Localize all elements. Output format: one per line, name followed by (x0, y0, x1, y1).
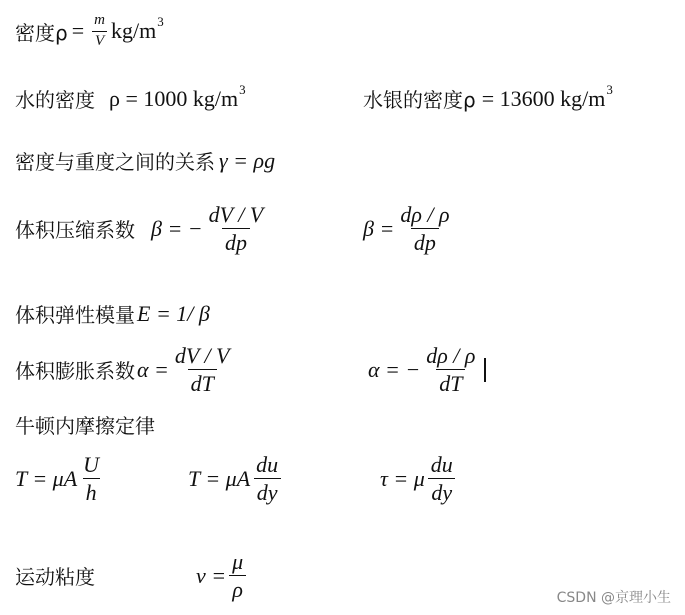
relation-label: 密度与重度之间的关系 (15, 150, 215, 174)
mercury-density-formula: = 13600 kg/m (481, 85, 606, 111)
fraction-numerator: U (83, 452, 100, 477)
compressibility (15, 203, 269, 254)
drho-over-rho-dT-fraction (423, 344, 478, 395)
beta-eq-neg: β = − (151, 215, 203, 241)
nu-eq: ν = (196, 562, 227, 588)
text-cursor (484, 358, 486, 382)
mercury-density-label: 水银的密度ρ (363, 88, 476, 112)
du-over-dy-fraction (253, 453, 281, 504)
fraction-numerator: dρ / ρ (400, 202, 450, 227)
T-eq-muA: T = μA (15, 465, 78, 491)
kinematic-viscosity-label: 运动粘度 (15, 565, 95, 589)
density-unit: kg/m (110, 18, 157, 44)
unit-exponent: 3 (606, 81, 613, 97)
fraction-denominator: h (83, 478, 100, 504)
dV-over-V-dT-fraction (172, 344, 233, 395)
unit-exponent: 3 (157, 14, 164, 30)
dV-over-V-dp-fraction (206, 203, 267, 254)
fraction-denominator: dy (254, 478, 281, 504)
compressibility-density-form (363, 203, 456, 254)
newton-formula-3 (380, 453, 459, 504)
fraction-denominator: dT (188, 369, 217, 395)
fraction-denominator: ρ (229, 575, 246, 601)
compressibility-label: 体积压缩系数 (15, 218, 135, 243)
density-weight-relation (15, 146, 275, 175)
fraction-denominator: dT (436, 369, 465, 395)
relation-formula: γ = ρg (219, 147, 276, 173)
kinematic-viscosity-heading (15, 561, 95, 590)
fraction-denominator: dp (222, 228, 250, 254)
du-over-dy-fraction (428, 453, 456, 504)
newton-law-label: 牛顿内摩擦定律 (15, 414, 155, 438)
bulk-modulus-label: 体积弹性模量 (15, 303, 135, 327)
fraction-numerator: dρ / ρ (426, 343, 476, 368)
bulk-modulus (15, 299, 210, 328)
fraction-numerator: dV / V (174, 343, 230, 368)
thermal-expansion (15, 344, 236, 395)
fraction-numerator: m (94, 12, 105, 28)
tau-eq-mu: τ = μ (380, 465, 425, 491)
fraction-numerator: du (256, 452, 279, 477)
fraction-numerator: dV / V (208, 202, 264, 227)
alpha-eq: α = (137, 356, 169, 382)
mercury-density (363, 81, 613, 113)
drho-over-rho-dp-fraction (397, 203, 452, 254)
water-density-label: 水的密度 (15, 88, 95, 112)
csdn-watermark: CSDN @京理小生 (556, 590, 671, 606)
density-label: 密度ρ (15, 20, 68, 45)
bulk-modulus-formula: E = 1/ β (137, 300, 210, 326)
newton-formula-1 (15, 453, 105, 504)
water-density (15, 81, 246, 113)
water-density-formula: ρ = 1000 kg/m (109, 85, 239, 111)
beta-eq: β = (363, 215, 395, 241)
fraction-denominator: V (92, 31, 107, 50)
equals-sign: = (71, 18, 85, 44)
newton-formula-2 (188, 453, 284, 504)
fraction-denominator: dy (428, 478, 455, 504)
newton-law-heading (15, 410, 155, 439)
fraction-numerator: du (430, 452, 453, 477)
T-eq-muA: T = μA (188, 465, 251, 491)
m-over-V-fraction (91, 13, 108, 50)
unit-exponent: 3 (239, 81, 246, 97)
thermal-expansion-density-form (368, 344, 486, 395)
density-definition (15, 13, 164, 50)
U-over-h-fraction (80, 453, 102, 504)
mu-over-rho-fraction (229, 550, 246, 601)
alpha-eq-neg: α = − (368, 356, 421, 382)
fraction-numerator: μ (232, 549, 244, 574)
thermal-expansion-label: 体积膨胀系数 (15, 359, 135, 384)
fraction-denominator: dp (411, 228, 439, 254)
kinematic-viscosity-formula (196, 550, 249, 601)
